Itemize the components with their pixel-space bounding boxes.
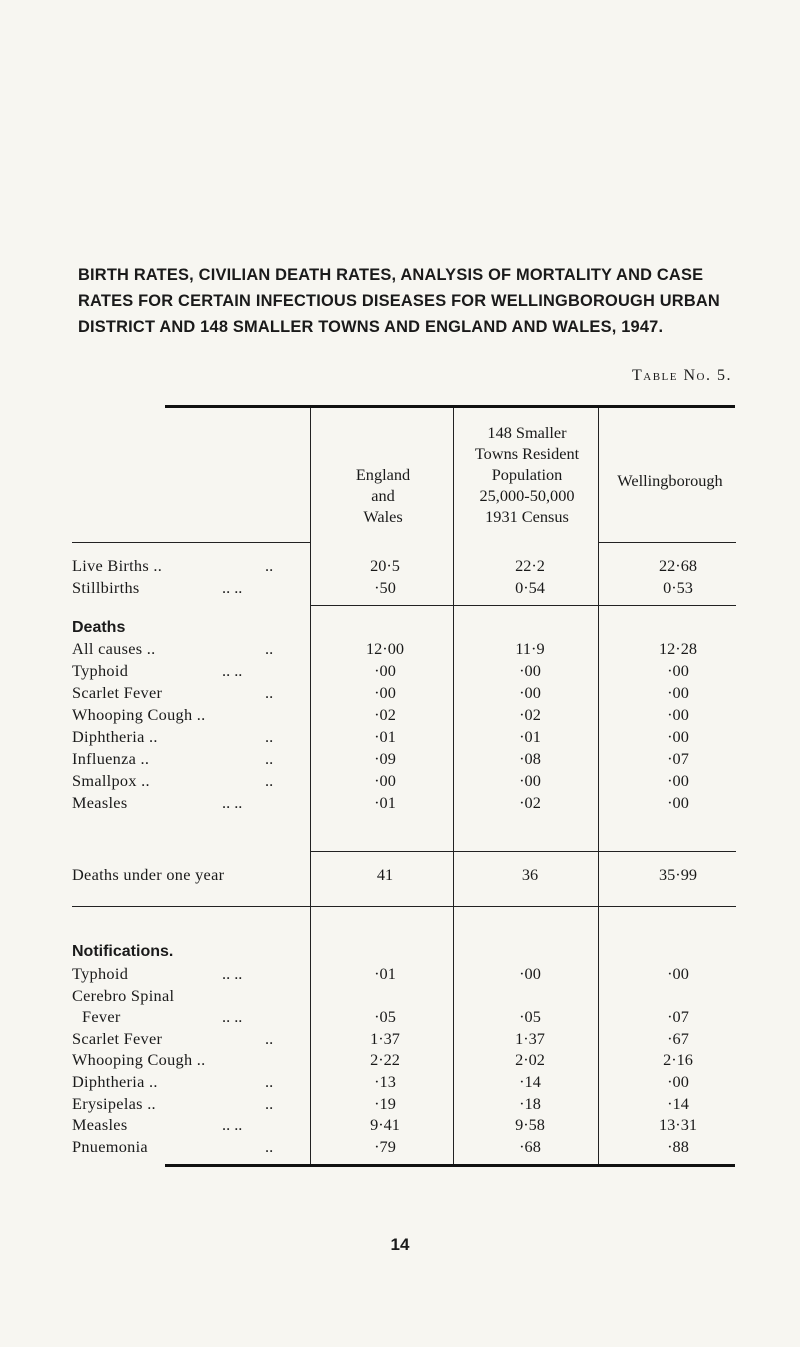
leader-dots: .. <box>265 639 274 658</box>
value-wellingborough: ·00 <box>667 661 689 680</box>
value-smaller-towns: 2·02 <box>515 1050 545 1070</box>
value-smaller-towns: ·14 <box>519 1072 541 1091</box>
value-wellingborough: 0·53 <box>663 578 693 597</box>
value-england-wales: 2·22 <box>370 1050 400 1070</box>
table-row <box>72 1137 752 1159</box>
row-label: Cerebro Spinal <box>72 985 175 1005</box>
value-england-wales: ·13 <box>374 1072 396 1091</box>
table-row <box>72 639 752 661</box>
value-smaller-towns: 9·58 <box>515 1115 545 1135</box>
leader-dots: .. .. <box>222 578 243 597</box>
header-smaller-towns <box>455 422 599 527</box>
leader-dots: .. <box>265 1028 274 1048</box>
value-wellingborough: 2·16 <box>663 1050 693 1070</box>
row-label: Fever <box>82 1007 121 1027</box>
leader-dots: .. <box>265 749 274 768</box>
value-smaller-towns: 36 <box>521 865 539 884</box>
value-england-wales: ·00 <box>374 683 396 702</box>
value-wellingborough: ·14 <box>667 1093 689 1113</box>
row-label: Influenza .. <box>72 749 150 768</box>
page-number: 14 <box>390 1235 410 1254</box>
value-smaller-towns: ·00 <box>519 683 541 702</box>
value-wellingborough: ·00 <box>667 771 689 790</box>
table-number: Table No. 5. <box>632 367 732 384</box>
leader-dots: .. .. <box>222 793 243 812</box>
table-row <box>72 1094 752 1116</box>
table-row <box>72 556 752 578</box>
row-label: Typhoid <box>72 661 129 680</box>
table-row <box>72 964 752 986</box>
table-top-rule <box>165 405 735 408</box>
leader-dots: .. <box>265 1136 274 1156</box>
value-wellingborough: ·00 <box>667 964 689 983</box>
value-england-wales: 41 <box>376 865 394 884</box>
value-england-wales: ·05 <box>374 1007 396 1027</box>
rule <box>598 542 736 543</box>
value-england-wales: ·00 <box>374 661 396 680</box>
row-label: Diphtheria .. <box>72 727 158 746</box>
value-smaller-towns: ·02 <box>519 793 541 812</box>
infant-deaths-row <box>72 865 752 887</box>
row-label: Scarlet Fever <box>72 683 163 702</box>
value-england-wales: 9·41 <box>370 1115 400 1135</box>
value-smaller-towns: ·00 <box>519 661 541 680</box>
value-wellingborough: ·00 <box>667 683 689 702</box>
value-england-wales: ·01 <box>374 727 396 746</box>
value-england-wales: ·79 <box>374 1136 396 1156</box>
row-label: Measles <box>72 793 128 812</box>
value-wellingborough: ·00 <box>667 793 689 812</box>
table-row <box>72 749 752 771</box>
row-label: All causes .. <box>72 639 156 658</box>
header-line: Wales <box>363 507 403 526</box>
value-smaller-towns: ·68 <box>519 1136 541 1156</box>
value-england-wales: ·01 <box>374 793 396 812</box>
row-label: Typhoid <box>72 964 129 983</box>
rule <box>72 542 310 543</box>
value-smaller-towns: ·18 <box>519 1093 541 1113</box>
table-row <box>72 1050 752 1072</box>
header-line: and <box>371 486 395 505</box>
value-england-wales: ·01 <box>374 964 396 983</box>
value-wellingborough: ·88 <box>667 1136 689 1156</box>
header-line: Population <box>491 465 563 484</box>
value-england-wales: ·19 <box>374 1093 396 1113</box>
header-line: Towns Resident <box>474 444 580 463</box>
table-row <box>72 683 752 705</box>
value-wellingborough: ·67 <box>667 1028 689 1048</box>
value-wellingborough: 12·28 <box>659 639 697 658</box>
table-row <box>72 1115 752 1137</box>
rule <box>72 906 736 907</box>
value-england-wales: ·00 <box>374 771 396 790</box>
value-wellingborough: 35·99 <box>659 865 697 884</box>
leader-dots: .. .. <box>222 1115 243 1135</box>
table-row <box>72 705 752 727</box>
leader-dots: .. .. <box>222 964 243 983</box>
table-row <box>72 771 752 793</box>
row-label: Pnuemonia <box>72 1136 148 1156</box>
header-line: 25,000-50,000 <box>479 486 575 505</box>
header-line: 1931 Census <box>485 507 569 526</box>
notifications-heading: Notifications. <box>72 943 174 960</box>
value-wellingborough: ·07 <box>667 1007 689 1027</box>
row-label: Scarlet Fever <box>72 1028 163 1048</box>
header-wellingborough <box>600 470 740 491</box>
row-label: Erysipelas .. <box>72 1093 156 1113</box>
header-england-wales <box>318 464 448 527</box>
value-smaller-towns: ·00 <box>519 771 541 790</box>
deaths-heading: Deaths <box>72 619 126 636</box>
leader-dots: .. <box>265 771 274 790</box>
table-bottom-rule <box>165 1164 735 1167</box>
leader-dots: .. .. <box>222 1007 243 1027</box>
table-row <box>72 793 752 815</box>
value-smaller-towns: ·08 <box>519 749 541 768</box>
value-england-wales: 20·5 <box>370 556 400 575</box>
rule <box>310 851 736 852</box>
value-wellingborough: 22·68 <box>659 556 697 575</box>
leader-dots: .. <box>265 1093 274 1113</box>
row-label: Whooping Cough .. <box>72 1050 206 1070</box>
value-smaller-towns: ·05 <box>519 1007 541 1027</box>
value-england-wales: ·09 <box>374 749 396 768</box>
table-row <box>72 1072 752 1094</box>
row-label: Diphtheria .. <box>72 1072 158 1091</box>
table-row <box>72 1029 752 1051</box>
value-smaller-towns: 1·37 <box>515 1028 545 1048</box>
table-row <box>72 578 752 600</box>
row-label: Measles <box>72 1115 128 1135</box>
header-line: 148 Smaller <box>487 423 567 442</box>
row-label: Stillbirths <box>72 578 140 597</box>
value-smaller-towns: 22·2 <box>515 556 545 575</box>
value-wellingborough: ·00 <box>667 705 689 724</box>
value-england-wales: ·50 <box>374 578 396 597</box>
header-line: Wellingborough <box>617 471 723 490</box>
table-row <box>72 661 752 683</box>
leader-dots: .. <box>265 683 274 702</box>
value-smaller-towns: ·02 <box>519 705 541 724</box>
value-smaller-towns: 0·54 <box>515 578 545 597</box>
value-wellingborough: ·00 <box>667 1072 689 1091</box>
value-smaller-towns: 11·9 <box>515 639 545 658</box>
leader-dots: .. <box>265 1072 274 1091</box>
row-label: Smallpox .. <box>72 771 150 790</box>
page-title: BIRTH RATES, CIVILIAN DEATH RATES, ANALYSIS OF MORTALITY AND CASE RATES FOR CERTAIN INFECTIOUS DISEASES FOR WELLINGBOROUGH URBAN DISTRICT AND 148 SMALLER TOWNS AND ENGLAND AND WALES, 1947. <box>78 266 720 336</box>
table-row <box>72 986 752 1008</box>
value-england-wales: 1·37 <box>370 1028 400 1048</box>
leader-dots: .. <box>265 727 274 746</box>
leader-dots: .. <box>265 556 274 575</box>
value-smaller-towns: ·01 <box>519 727 541 746</box>
rule <box>310 605 736 606</box>
row-label: Whooping Cough .. <box>72 705 206 724</box>
table-row <box>72 727 752 749</box>
row-label: Live Births .. <box>72 556 163 575</box>
header-line: England <box>355 465 411 484</box>
value-wellingborough: ·00 <box>667 727 689 746</box>
row-label: Deaths under one year <box>72 865 225 884</box>
leader-dots: .. .. <box>222 661 243 680</box>
value-england-wales: 12·00 <box>366 639 404 658</box>
value-smaller-towns: ·00 <box>519 964 541 983</box>
value-england-wales: ·02 <box>374 705 396 724</box>
value-wellingborough: 13·31 <box>659 1115 697 1135</box>
table-row <box>72 1007 752 1029</box>
value-wellingborough: ·07 <box>667 749 689 768</box>
